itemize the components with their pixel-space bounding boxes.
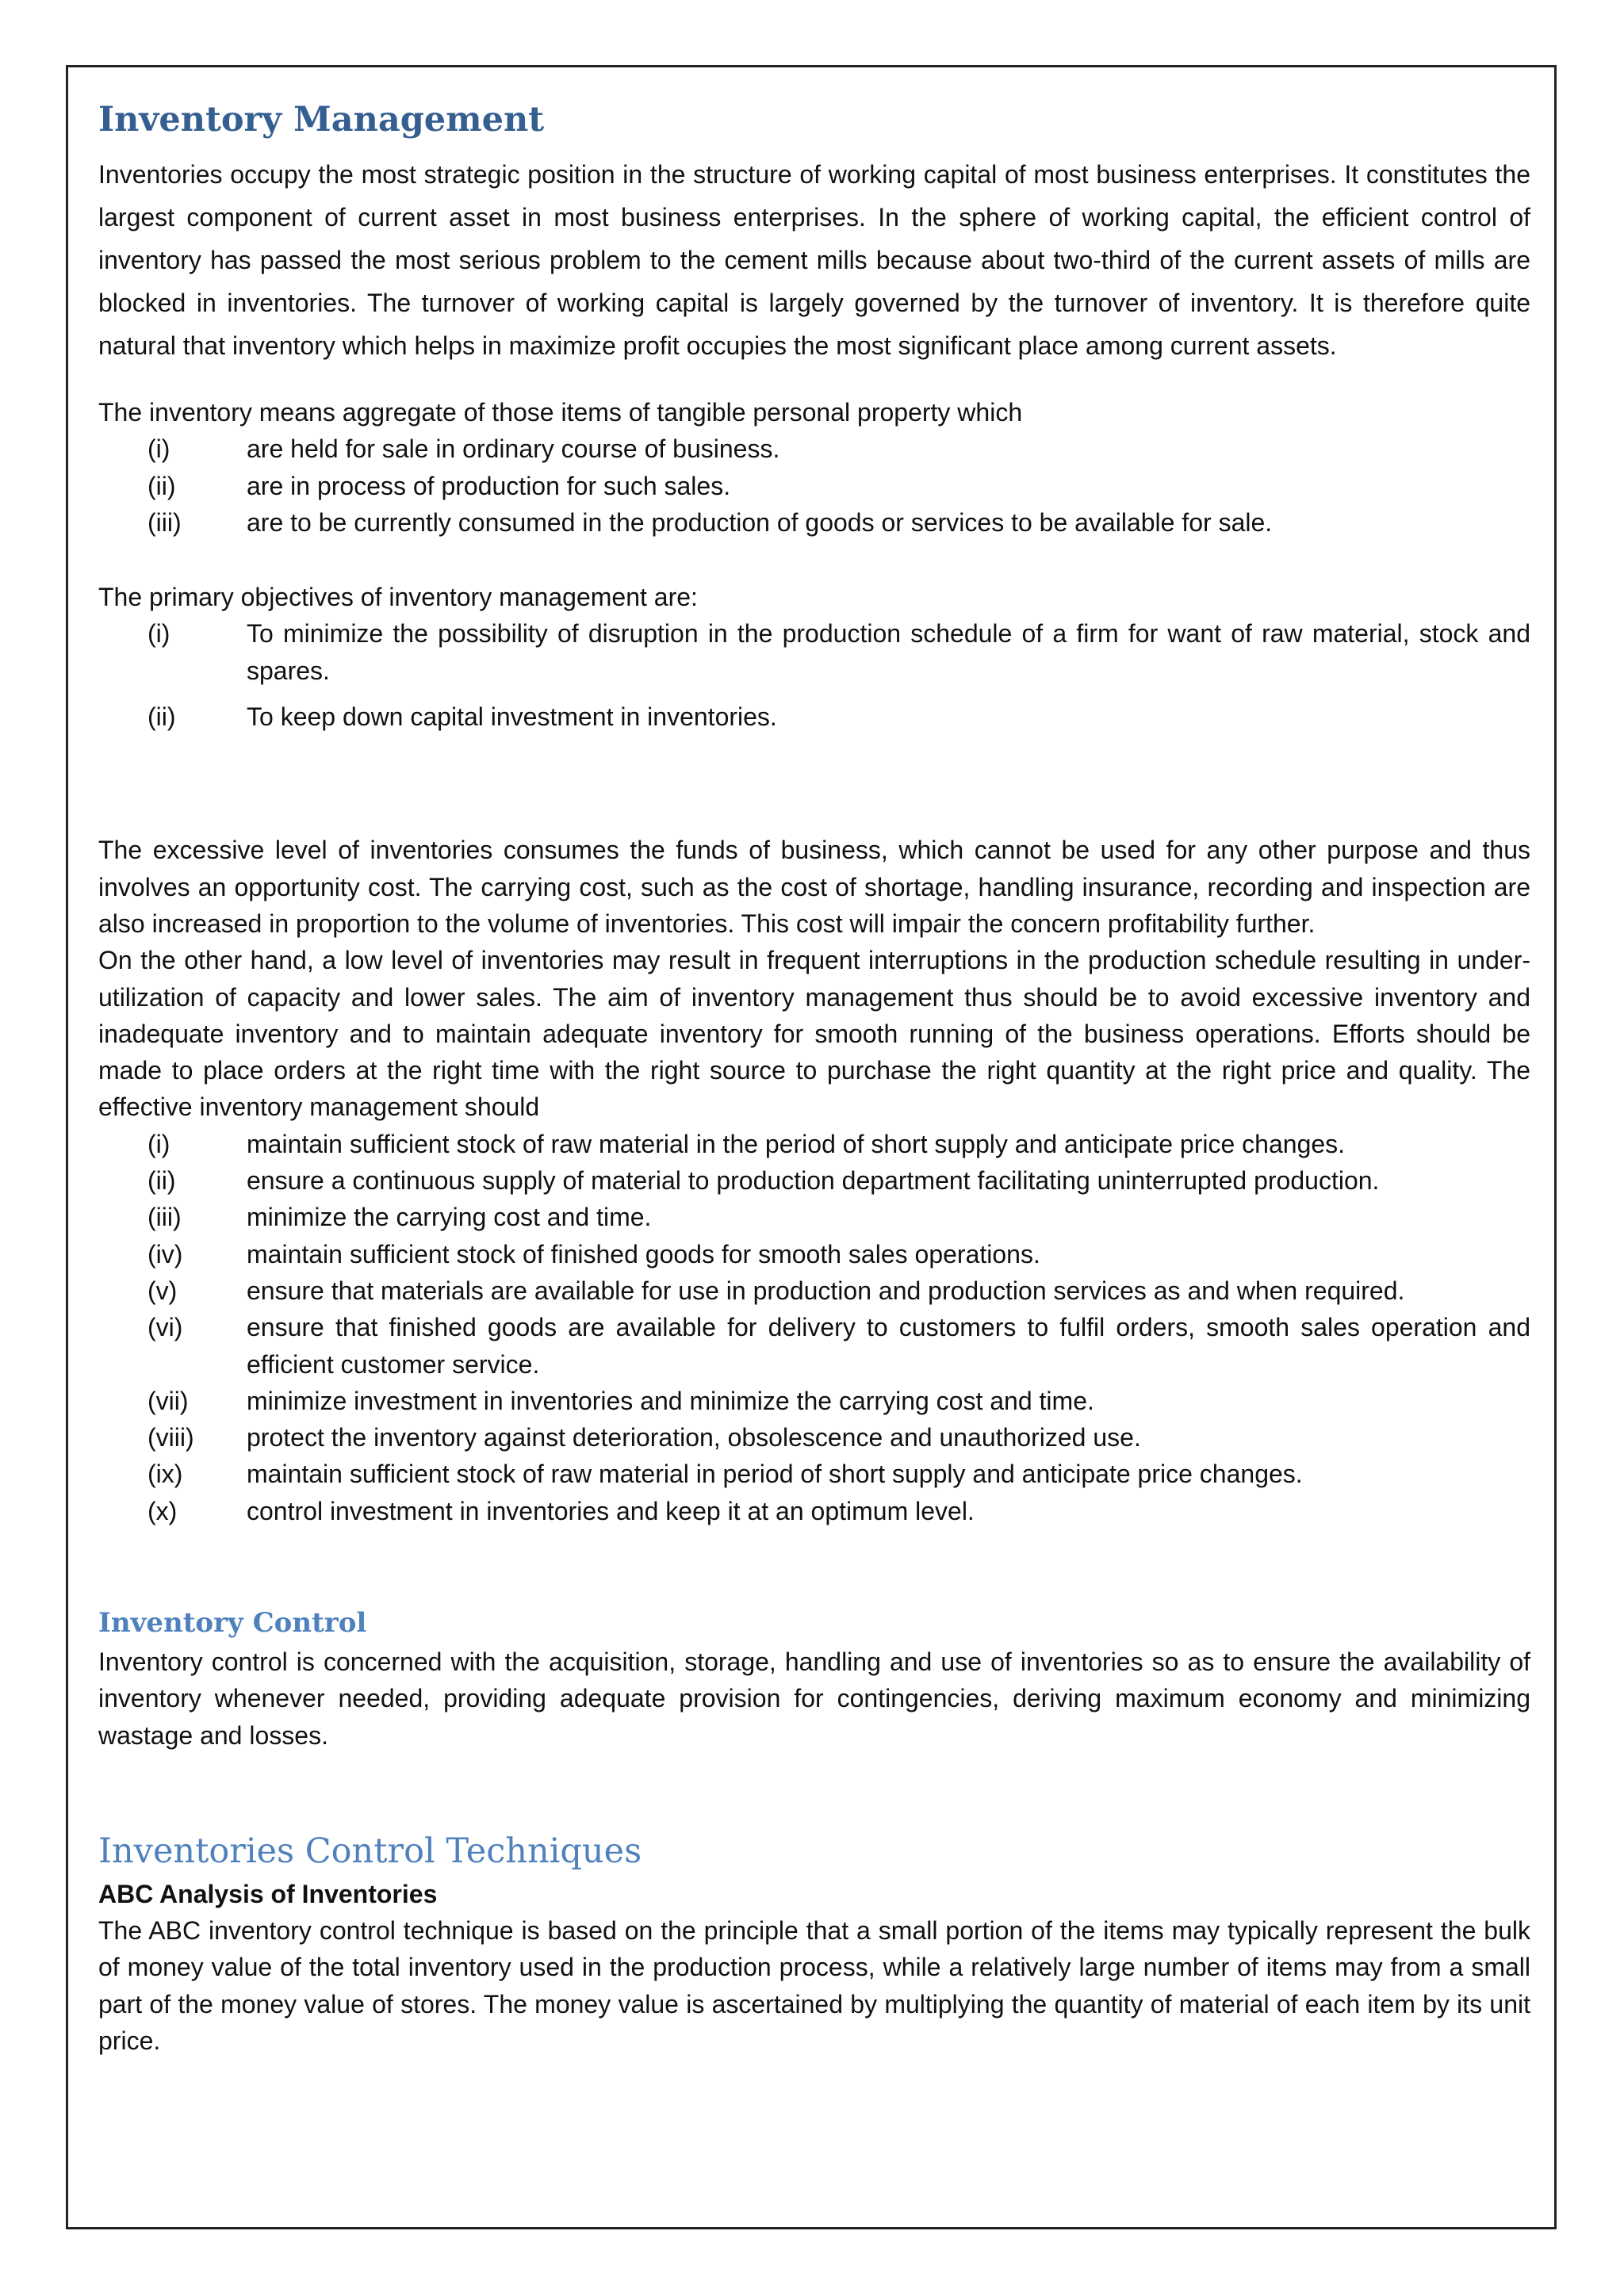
list-number: (iv) — [147, 1239, 183, 1269]
excessive-paragraph: The excessive level of inventories consumes the funds of business, which cannot be used for any other purpose and thus involves an opportunity cost. The carrying cost, such as the cost of shortage, handling insurance, recording and inspection are also increased in proportion to the volume of inventories. This cost will impair the concern profitability further. — [98, 836, 1530, 938]
list-number: (ii) — [147, 702, 176, 732]
list-number: (iii) — [147, 507, 182, 537]
list-number: (x) — [147, 1496, 178, 1525]
inventory-control-heading: Inventory Control — [98, 1607, 367, 1640]
abc-analysis-heading: ABC Analysis of Inventories — [98, 1879, 438, 1908]
list-text: ensure a continuous supply of material to production department facilitating uninterrupted production. — [247, 1166, 1380, 1196]
list-text: control investment in inventories and keep it at an optimum level. — [247, 1496, 975, 1525]
definition-lead: The inventory means aggregate of those items of tangible personal property which — [98, 398, 1023, 427]
document-body — [98, 91, 1530, 2059]
list-item — [98, 1199, 1530, 1235]
low-level-paragraph: On the other hand, a low level of inventories may result in frequent interruptions in the production schedule resulting in under-utilization of capacity and lower sales. The aim of inventory management thus should be to avoid excessive inventory and inadequate inventory and to maintain adequate inventory for smooth running of the business operations. Efforts should be made to place orders at the right time with the right source to purchase the right quantity at the right price and quality. The effective inventory management should — [98, 946, 1530, 1122]
list-item — [98, 1309, 1530, 1383]
list-item — [98, 1419, 1530, 1456]
page-title: Inventory Management — [98, 100, 545, 140]
list-text: are in process of production for such sales. — [247, 471, 731, 500]
list-item — [98, 615, 1530, 689]
list-text: are to be currently consumed in the production of goods or services to be available for sale. — [247, 507, 1273, 537]
list-number: (vi) — [147, 1313, 183, 1342]
list-text: To minimize the possibility of disruption in the production schedule of a firm for want of raw material, stock and spares. — [247, 619, 1530, 685]
list-number: (i) — [147, 619, 170, 649]
list-item — [98, 1456, 1530, 1492]
list-text: maintain sufficient stock of raw material in the period of short supply and anticipate price changes. — [247, 1129, 1346, 1158]
objectives-lead: The primary objectives of inventory management are: — [98, 583, 698, 612]
list-item — [98, 1383, 1530, 1419]
list-number: (i) — [147, 1129, 170, 1158]
list-item — [98, 1493, 1530, 1529]
list-text: minimize investment in inventories and minimize the carrying cost and time. — [247, 1386, 1094, 1415]
list-text: To keep down capital investment in inventories. — [247, 702, 777, 732]
list-item — [98, 430, 1530, 467]
list-number: (v) — [147, 1276, 178, 1305]
list-text: are held for sale in ordinary course of business. — [247, 434, 780, 464]
list-item — [98, 504, 1530, 541]
list-text: protect the inventory against deterioration, obsolescence and unauthorized use. — [247, 1423, 1141, 1452]
list-item — [98, 698, 1530, 735]
list-text: minimize the carrying cost and time. — [247, 1203, 652, 1232]
list-number: (vii) — [147, 1386, 189, 1415]
list-number: (ix) — [147, 1460, 183, 1489]
list-number: (i) — [147, 434, 170, 464]
objectives-list — [98, 615, 1530, 735]
inventory-control-paragraph: Inventory control is concerned with the acquisition, storage, handling and use of inventories so as to ensure the availability of inventory whenever needed, providing adequate provision for contingencies, deriving maximum economy and minimizing wastage and losses. — [98, 1647, 1530, 1750]
list-text: ensure that materials are available for use in production and production services as and when required. — [247, 1276, 1405, 1305]
techniques-heading: Inventories Control Techniques — [98, 1831, 642, 1871]
list-number: (iii) — [147, 1203, 182, 1232]
list-text: ensure that finished goods are available for delivery to customers to fulfil orders, smooth sales operation and efficient customer service. — [247, 1313, 1530, 1379]
list-item — [98, 468, 1530, 504]
intro-paragraph: Inventories occupy the most strategic position in the structure of working capital of most business enterprises. It constitutes the largest component of current asset in most business enterprises. In the sphere of working capital, the efficient control of inventory has passed the most serious problem to the cement mills because about two-third of the current assets of mills are blocked in inventories. The turnover of working capital is largely governed by the turnover of inventory. It is therefore quite natural that inventory which helps in maximize profit occupies the most significant place among current assets. — [98, 160, 1530, 360]
list-number: (ii) — [147, 1166, 176, 1196]
list-item — [98, 1162, 1530, 1199]
abc-analysis-paragraph: The ABC inventory control technique is based on the principle that a small portion of the items may typically represent the bulk of money value of the total inventory used in the production process, while a relatively large number of items may from a small part of the money value of stores. The money value is ascertained by multiplying the quantity of material of each item by its unit price. — [98, 1915, 1530, 2055]
list-number: (ii) — [147, 471, 176, 500]
list-text: maintain sufficient stock of raw material in period of short supply and anticipate price changes. — [247, 1460, 1303, 1489]
list-item — [98, 1272, 1530, 1309]
list-text: maintain sufficient stock of finished goods for smooth sales operations. — [247, 1239, 1040, 1269]
list-item — [98, 1126, 1530, 1162]
definition-list — [98, 430, 1530, 541]
list-item — [98, 1236, 1530, 1272]
list-number: (viii) — [147, 1423, 194, 1452]
effective-list — [98, 1126, 1530, 1529]
